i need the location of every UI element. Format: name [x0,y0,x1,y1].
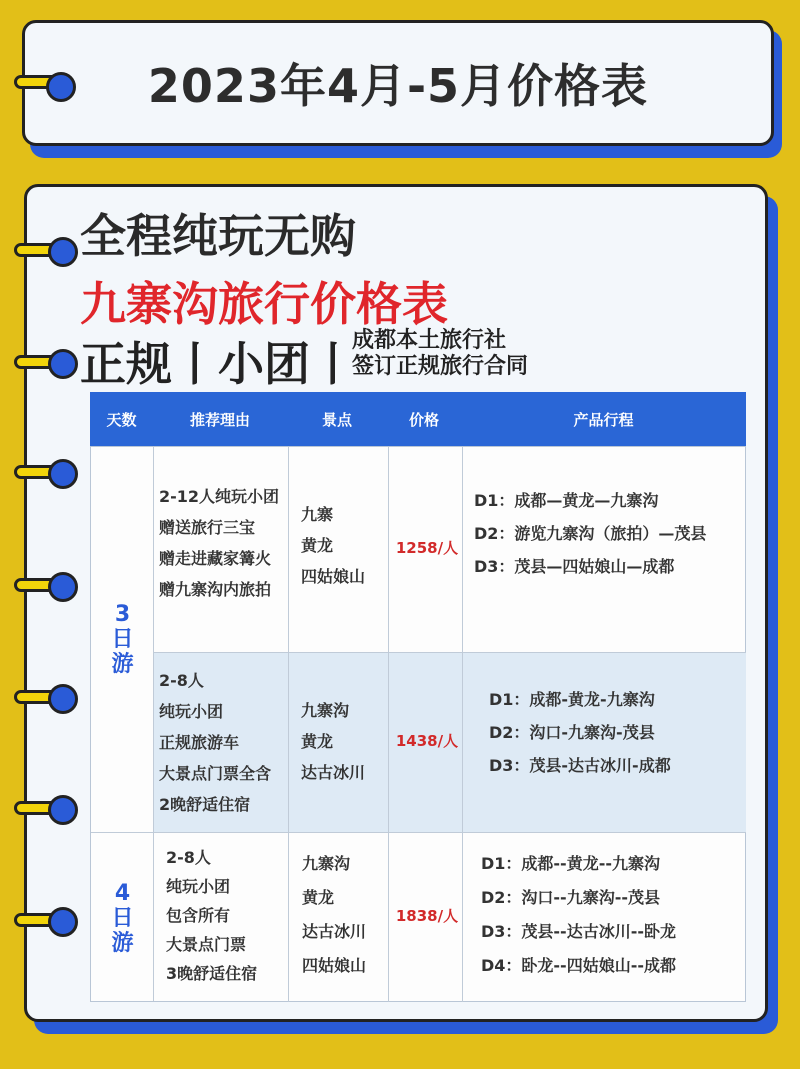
spot-list [301,499,365,592]
itinerary-day: D2：沟口-九寨沟-茂县 [489,723,655,742]
binder-ring [48,684,78,714]
reason-list [159,481,279,605]
reason-item: 纯玩小团 [166,877,231,896]
heading-price-table: 九寨沟旅行价格表 [80,277,448,331]
spot-item: 达古冰川 [302,922,367,941]
col-price: 价格 [408,410,439,429]
itinerary-list [481,847,676,983]
col-itinerary: 产品行程 [573,410,634,429]
spot-item: 黄龙 [301,536,334,555]
reason-item: 赠送旅行三宝 [159,518,256,537]
col-divider [388,833,389,1002]
binder-ring [48,907,78,937]
binder-ring [48,237,78,267]
reason-item: 3晚舒适住宿 [166,964,258,983]
table-row [154,652,746,832]
days-char: 日 [111,905,134,931]
spot-item: 四姑娘山 [301,567,366,586]
reason-list [159,665,271,820]
itinerary-day: D1：成都--黄龙--九寨沟 [481,854,660,873]
itinerary-list [474,484,706,583]
reason-item: 纯玩小团 [159,702,224,721]
price-table [90,446,746,1002]
col-reasons: 推荐理由 [189,410,250,429]
spot-item: 九寨沟 [302,854,351,873]
spot-item: 九寨 [301,505,334,524]
reason-item: 2-12人纯玩小团 [159,487,280,506]
col-divider [288,833,289,1002]
days-label-3 [91,447,154,832]
itinerary-day: D3：茂县--达古冰川--卧龙 [481,922,676,941]
days-number: 4 [114,880,131,906]
table-row [154,832,746,1002]
spot-item: 九寨沟 [301,701,350,720]
col-spots: 景点 [321,410,352,429]
days-label-4 [91,832,154,1003]
itinerary-day: D4：卧龙--四姑娘山--成都 [481,956,676,975]
spot-item: 达古冰川 [301,763,366,782]
col-divider [388,447,389,652]
agency-line: 成都本土旅行社 [352,328,507,353]
binder-ring [46,72,76,102]
spot-item: 四姑娘山 [302,956,367,975]
reason-item: 2-8人 [166,848,211,867]
col-divider [288,653,289,832]
reason-item: 2-8人 [159,671,204,690]
reason-item: 大景点门票 [166,935,247,954]
days-number: 3 [114,602,131,627]
itinerary-day: D1：成都-黄龙-九寨沟 [489,690,655,709]
spot-item: 黄龙 [301,732,334,751]
col-divider [388,653,389,832]
spot-list [302,847,366,983]
reason-item: 大景点门票全含 [159,764,272,783]
itinerary-day: D3：茂县—四姑娘山—成都 [474,557,675,576]
heading-no-shopping: 全程纯玩无购 [80,209,356,263]
price-value: 1438/人 [395,732,459,750]
reason-item: 赠九寨沟内旅拍 [159,580,272,599]
reason-item: 正规旅游车 [159,733,240,752]
spot-list [301,695,365,788]
reason-list [166,843,257,988]
binder-ring [48,349,78,379]
itinerary-list [489,683,671,782]
heading-agency-info [352,328,528,380]
itinerary-day: D2：沟口--九寨沟--茂县 [481,888,660,907]
days-char: 游 [111,930,134,956]
binder-ring [48,795,78,825]
page-title: 2023年4月-5月价格表 [147,59,649,113]
table-row [154,447,746,652]
col-days: 天数 [106,410,137,429]
itinerary-day: D1：成都—黄龙—九寨沟 [474,491,659,510]
itinerary-day: D2：游览九寨沟（旅拍）—茂县 [474,524,707,543]
col-divider [288,447,289,652]
heading-small-group: 正规丨小团丨 [80,337,356,391]
price-value: 1258/人 [395,539,459,557]
reason-item: 赠走进藏家篝火 [159,549,272,568]
binder-ring [48,572,78,602]
reason-item: 2晚舒适住宿 [159,795,251,814]
days-char: 日 [111,627,134,652]
binder-ring [48,459,78,489]
contract-line: 签订正规旅行合同 [352,354,529,379]
price-value: 1838/人 [395,907,459,925]
spot-item: 黄龙 [302,888,335,907]
days-char: 游 [111,652,134,677]
table-header [90,392,746,446]
reason-item: 包含所有 [166,906,231,925]
itinerary-day: D3：茂县-达古冰川-成都 [489,756,671,775]
